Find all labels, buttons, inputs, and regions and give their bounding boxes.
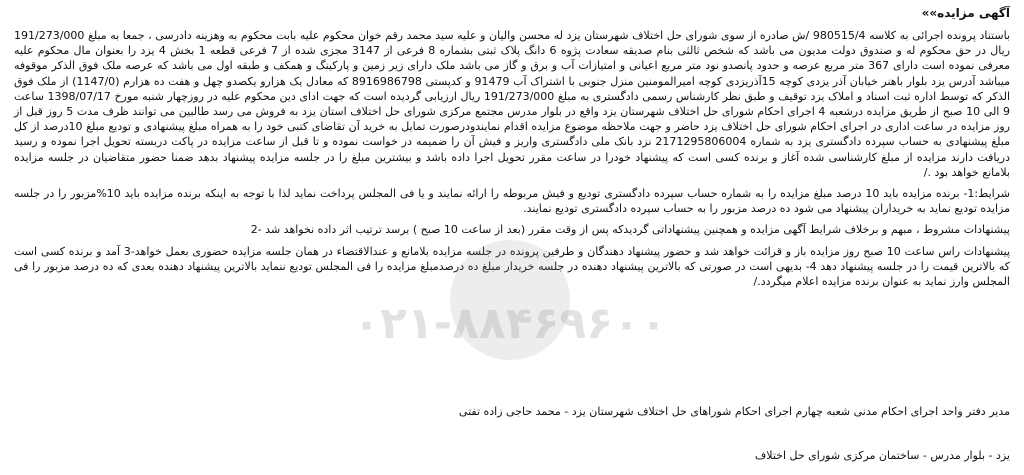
signature-line: مدیر دفتر واحد اجرای احکام مدنی شعبه چهارم اجرای احکام شوراهای حل اختلاف شهرستان یزد - محمد حاجی زاده تفتی	[458, 405, 1010, 418]
watermark-phone: ۰۲۱-۸۸۴۶۹۶۰۰	[353, 298, 667, 349]
notice-title: آگهی مزایده»»	[921, 6, 1010, 20]
notice-main-paragraph: باستناد پرونده اجرائی به کلاسه 980515/4 /ش صادره از سوی شورای حل اختلاف شهرستان یزد له محسن والیان و علیه سید محمد رقم خوان محکوم علیه بابت محکوم به وهزینه دادرسی ، جمعا به مبلغ 191/273/000 ریال در حق محکوم له و صندوق دولت مدیون می باشد که شخص ثالثی بنام صدیقه سعادت پژوه 6 دانگ پلاک ثبتی بشماره 8 فرعی از 3147 مجزی شده از 7 فرعی قطعه 1 بخش 4 یزد را بعنوان مال محکوم علیه معرفی نموده است دارای 367 متر مربع عرصه و حدود پانصدو نود متر مربع اعیانی و امتیازات آب و برق و گاز می باشد ملک دارای زیر زمین و پارکینگ و همکف و طبقه اول می باشد که عرصه ملک فوق الذکر موقوفه میباشد آدرس یزد بلوار باهنر خیابان آذر یزدی کوچه 15آذریزدی کوچه امیرالمومنین منزل جنوبی با اشتراک آب 91479 و کدپستی 8916986798 که معادل یک هزارو یکصدو چهل و هفت ده هزارم (1147/0) از ملک فوق الذکر که توسط اداره ثبت اسناد و املاک یزد توقیف و طبق نظر کارشناس رسمی دادگستری به مبلغ 191/273/000 ریال ارزیابی گردیده است که جهت ادای دین محکوم علیه در روزچهار شنبه مورخ 1398/07/17 ساعت 9 الی 10 صبح از طریق مزایده درشعبه 4 اجرای احکام شورای حل اختلاف شهرستان یزد واقع در بلوار مدرس مجتمع مرکزی شورای حل اختلاف استان یزد به فروش می رسد طالبین می توانند ظرف مدت 5 روز قبل از روز مزایده در ساعت اداری در اجرای احکام شورای حل اختلاف یزد حاضر و جهت ملاحظه موضوع مزایده اقدام نمایندودرصورت تمایل به خرید آن تقاضای کتبی خود را به همراه مبلغ پیشنهادی و تودیع مبلغ 10درصد از کل مبلغ پیشنهادی به حساب سپرده دادگستری یزد به شماره 2171295806004 نزد بانک ملی دادگستری واریز و فیش آن را ضمیمه در خواست نموده و تا قبل از ساعت مزایده در پاکت دربسته تحویل اجرا نموده و رسید دریافت دارند مزایده از مبلغ کارشناسی شده آغاز و برنده کسی است که پیشنهاد خودرا در ساعت مقرر تحویل اجرا داده باشد و بیشترین مبلغ را در جلسه مزایده پیشنهاد بدهد ضمنا حضور متقاضیان در جلسه مزایده بلامانع خواهد بود ./	[14, 29, 1011, 179]
offers-paragraph: پیشنهادات مشروط ، مبهم و برخلاف شرایط آگهی مزایده و همچنین پیشنهاداتی گردیدکه پس از وقت مقرر (بعد از ساعت 10 صبح ) برسد ترتیب اثر داده نخواهد شد -2	[250, 223, 1010, 237]
address-line: یزد - بلوار مدرس - ساختمان مرکزی شورای حل اختلاف	[754, 449, 1010, 462]
conditions-paragraph: شرایط:1- برنده مزایده باید 10 درصد مبلغ مزایده را به شماره حساب سپرده دادگستری تودیع و فیش مربوطه را ارائه نمایند و یا فی المجلس پرداخت نماید لذا با توجه به اینکه برنده مزایده باید 10%مزبور را در جلسه مزایده تودیع نماید به خریداران پیشنهاد می شود ده درصد مزبور را به حساب سپرده دادگستری تودیع نمایند.	[14, 187, 1010, 216]
opening-paragraph: پیشنهادات راس ساعت 10 صبح روز مزایده باز و قرائت خواهد شد و حضور پیشنهاد دهندگان و طرفین پرونده در جلسه مزایده بلامانع و عندالاقتضاء در همان جلسه مزایده حضوری بعمل خواهد-3 آمد و برنده کسی است که بالاترین قیمت را در جلسه پیشنهاد دهد 4- بدیهی است در صورتی که بالاترین پیشنهاد دهنده در جلسه خریدار مبلغ ده درصدمبلغ مزایده را فی المجلس تودیع ننماید بالاترین پیشنهاد دهنده بعدی که ده درصد مزبور را فی المجلس وارز نماید به عنوان برنده مزایده اعلام میگردد./	[14, 244, 1011, 289]
